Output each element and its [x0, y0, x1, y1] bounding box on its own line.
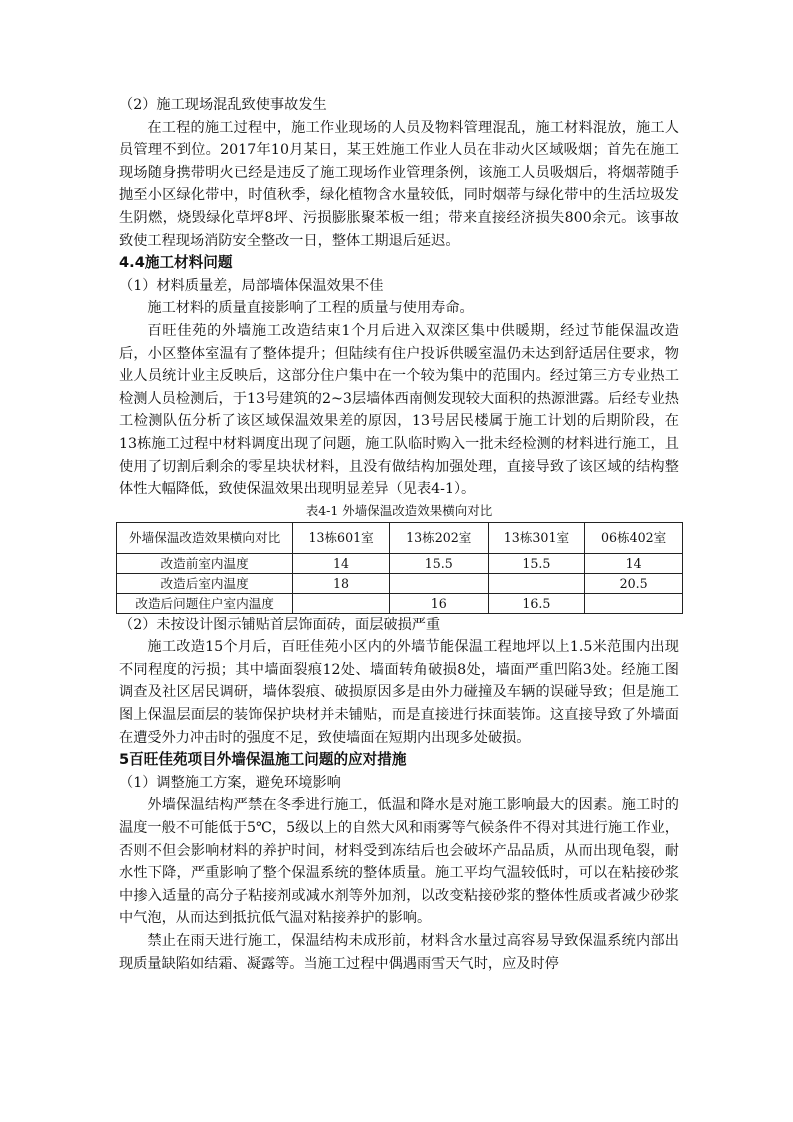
table-cell — [293, 593, 390, 613]
table-cell: 改造前室内温度 — [117, 553, 293, 573]
table-row — [117, 593, 683, 613]
paragraph: 外墙保温结构严禁在冬季进行施工，低温和降水是对施工影响最大的因素。施工时的温度一般不可能低于5℃，5级以上的自然大风和雨雾等气候条件不得对其进行施工作业，否则不但会影响材料的养护时间，材料受到冻结后也会破坏产品品质，从而出现龟裂，耐水性下降，严重影响了整个保温系统的整体质量。施工平均气温较低时，可以在粘接砂浆中掺入适量的高分子粘接剂或减水剂等外加剂，以改变粘接砂浆的整体性质或者减少砂浆中气泡，从而达到抵抗低气温对粘接养护的影响。 — [119, 797, 679, 927]
section-heading: 4.4施工材料问题 — [119, 254, 233, 272]
section-heading: 5百旺佳苑项目外墙保温施工问题的应对措施 — [119, 751, 407, 769]
paragraph: 百旺佳苑的外墙施工改造结束1个月后进入双滦区集中供暖期，经过节能保温改造后，小区整体室温有了整体提升；但陆续有住户投诉供暖室温仍未达到舒适居住要求，物业人员统计业主反映后，这部分住户集中在一个较为集中的范围内。经过第三方专业热工检测人员检测后，于13号建筑的2~3层墙体西南侧发现较大面积的热源泄露。后经专业热工检测队伍分析了该区域保温效果差的原因，13号居民楼属于施工计划的后期阶段，在13栋施工过程中材料调度出现了问题，施工队临时购入一批未经检测的材料进行施工，且使用了切割后剩余的零星块状材料，且没有做结构加强处理，直接导致了该区域的结构整体性大幅降低，致使保温效果出现明显差异（见表4-1）。 — [119, 322, 679, 498]
table-caption: 表4-1 外墙保温改造效果横向对比 — [305, 502, 493, 518]
subsection-heading: （2）未按设计图示铺贴首层饰面砖，面层破损严重 — [119, 616, 441, 633]
subsection-heading: （1）材料质量差，局部墙体保温效果不佳 — [119, 277, 384, 294]
table-row — [117, 553, 683, 573]
table-cell: 改造后室内温度 — [117, 573, 293, 593]
comparison-table — [116, 522, 683, 614]
document-body — [119, 94, 679, 975]
subsection-heading: （1）调整施工方案，避免环境影响 — [119, 774, 341, 791]
table-cell: 14 — [293, 553, 390, 573]
paragraph: 施工改造15个月后，百旺佳苑小区内的外墙节能保温工程地坪以上1.5米范围内出现不同程度的污损；其中墙面裂痕12处、墙面转角破损8处，墙面严重凹陷3处。经施工图调查及社区居民调研，墙体裂痕、破损原因多是由外力碰撞及车辆的误碰导致；但是施工图上保温层面层的装饰保护块材并未铺贴，而是直接进行抹面装饰。这直接导致了外墙面在遭受外力冲击时的强度不足，致使墙面在短期内出现多处破损。 — [119, 639, 679, 746]
table-cell — [488, 573, 585, 593]
table-header-row — [117, 522, 683, 553]
subsection-heading: （2）施工现场混乱致使事故发生 — [119, 97, 327, 113]
table-cell: 15.5 — [389, 553, 488, 573]
table-header-cell: 13栋301室 — [488, 522, 585, 553]
table-cell — [389, 573, 488, 593]
table-cell: 15.5 — [488, 553, 585, 573]
table-cell: 16 — [389, 593, 488, 613]
table-cell: 14 — [585, 553, 683, 573]
paragraph: 施工材料的质量直接影响了工程的质量与使用寿命。 — [147, 300, 474, 317]
table-header-cell: 13栋202室 — [389, 522, 488, 553]
table-cell: 20.5 — [585, 573, 683, 593]
paragraph: 在工程的施工过程中，施工作业现场的人员及物料管理混乱，施工材料混放，施工人员管理不到位。2017年10月某日，某王姓施工作业人员在非动火区域吸烟；首先在施工现场随身携带明火已经是违反了施工现场作业管理条例，该施工人员吸烟后，将烟蒂随手抛至小区绿化带中，时值秋季，绿化植物含水量较低，同时烟蒂与绿化带中的生活垃圾发生阴燃，烧毁绿化草坪8坪、污损膨胀聚苯板一组；带来直接经济损失800余元。该事故致使工程现场消防安全整改一日，整体工期退后延迟。 — [119, 119, 679, 249]
table-header-cell: 06栋402室 — [585, 522, 683, 553]
table-header-cell: 外墙保温改造效果横向对比 — [117, 522, 293, 553]
table-cell: 16.5 — [488, 593, 585, 613]
table-cell: 改造后问题住户室内温度 — [117, 593, 293, 613]
table-cell: 18 — [293, 573, 390, 593]
table-header-cell: 13栋601室 — [293, 522, 390, 553]
table-row — [117, 573, 683, 593]
table-cell — [585, 593, 683, 613]
paragraph: 禁止在雨天进行施工，保温结构未成形前，材料含水量过高容易导致保温系统内部出现质量缺陷如结霜、凝露等。当施工过程中偶遇雨雪天气时，应及时停 — [119, 933, 679, 972]
